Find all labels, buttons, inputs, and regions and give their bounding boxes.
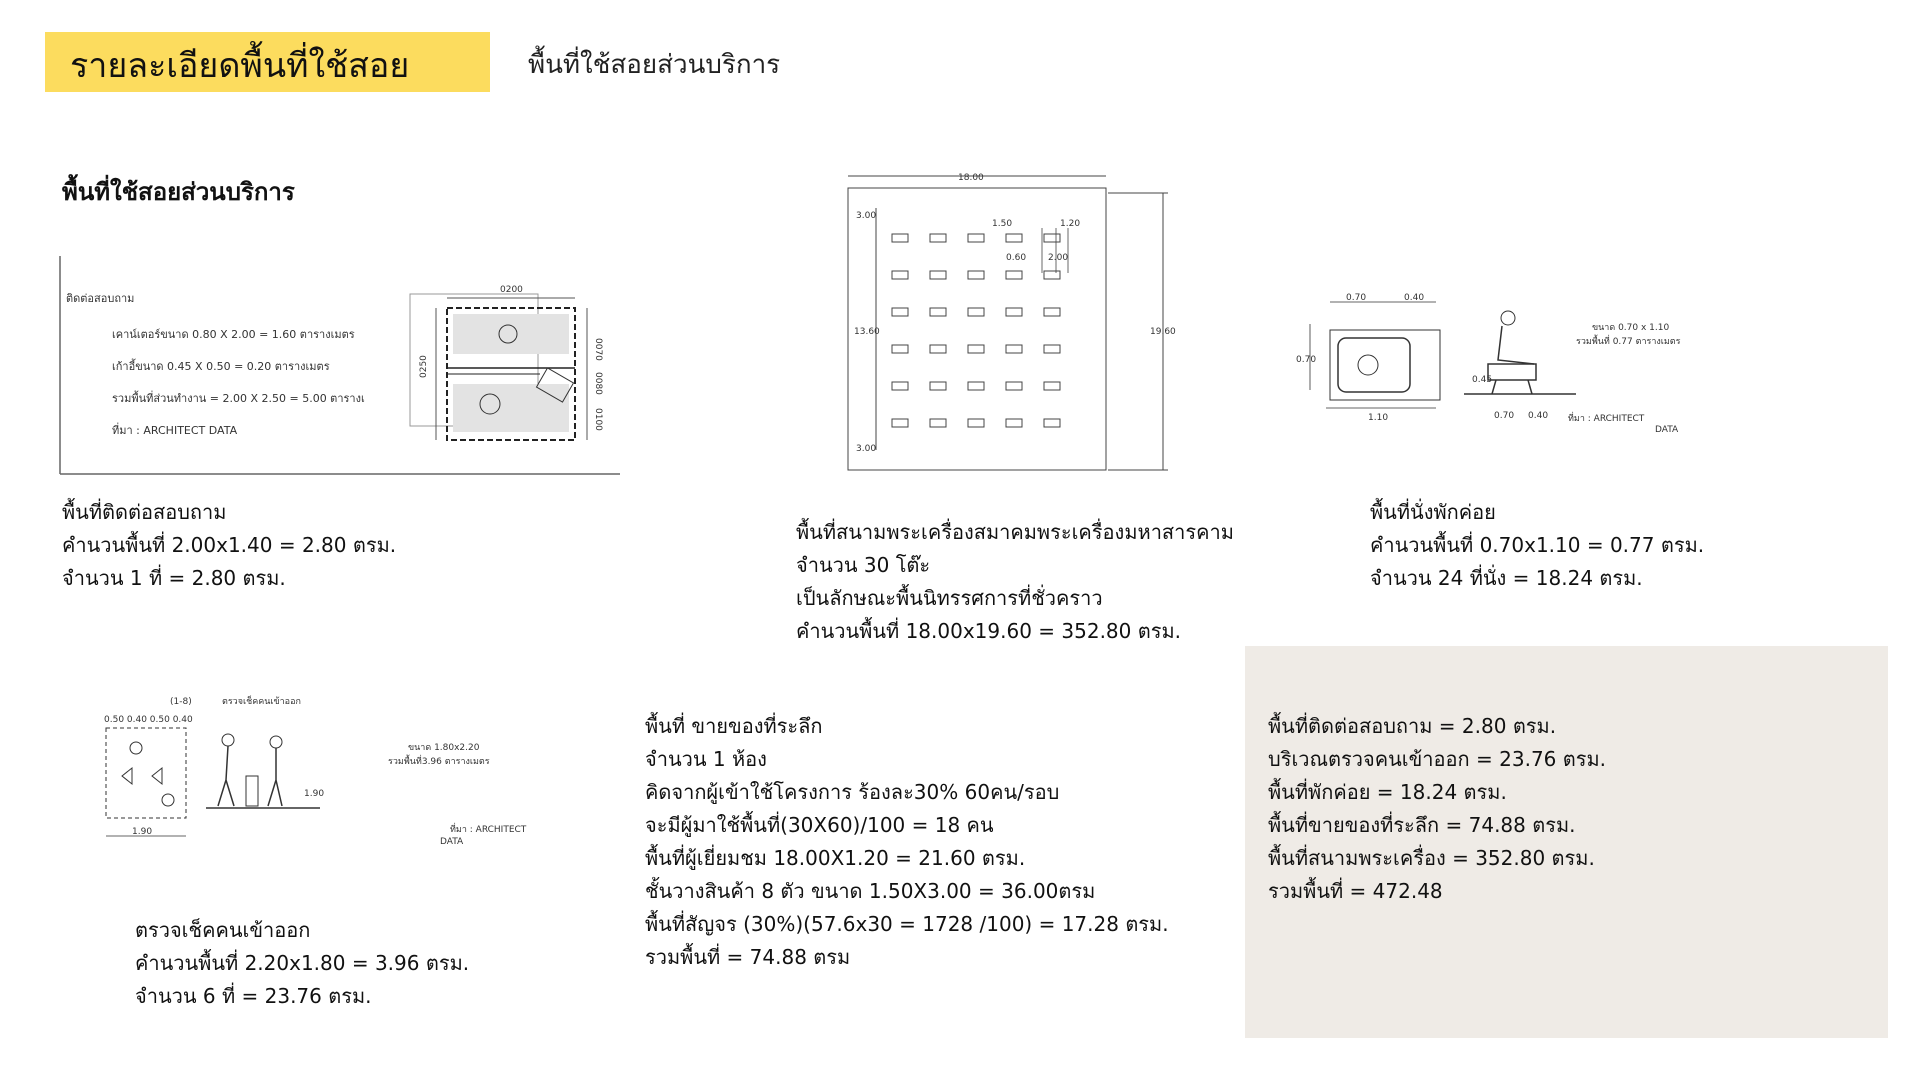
seat-dim-b1: 0.70 [1494,411,1515,421]
summary-line: พื้นที่พักค่อย = 18.24 ตรม. [1268,780,1507,804]
exhibit-table [968,271,984,279]
exhibit-table [930,382,946,390]
exhibit-table [968,345,984,353]
souvenir-block [645,710,1169,974]
info-dim-r3: 0100 [593,408,603,431]
exhibit-table [968,419,984,427]
hall-dim-top: 3.00 [856,211,877,221]
souvenir-line: จำนวน 1 ห้อง [645,747,767,771]
info-block [62,496,396,595]
rest-count: จำนวน 24 ที่นั่ง = 18.24 ตรม. [1370,566,1643,590]
summary-line: พื้นที่ขายของที่ระลึก = 74.88 ตรม. [1268,813,1576,837]
check-title: ตรวจเช็คคนเข้าออก [135,918,311,942]
exhibit-table [968,308,984,316]
amulet-block [796,516,1234,648]
page-title: รายละเอียดพื้นที่ใช้สอย [70,46,410,86]
hall-dim-left: 13.60 [854,327,880,337]
info-counter-figure [60,256,622,476]
check-dim-top: 0.50 0.40 0.50 0.40 [104,715,193,725]
rest-calc: คำนวนพื้นที่ 0.70x1.10 = 0.77 ตรม. [1370,533,1705,557]
exhibit-table [1006,308,1022,316]
exhibit-table [892,271,908,279]
exhibit-table [930,234,946,242]
hall-dim-d4: 2.00 [1048,253,1069,263]
seat-dim-left: 0.70 [1296,355,1317,365]
hall-dim-d3: 0.60 [1006,253,1027,263]
exhibit-table [968,382,984,390]
info-figure-heading: ติดต่อสอบถาม [66,292,135,305]
hall-dim-d1: 1.50 [992,219,1013,229]
exhibit-table [892,382,908,390]
exhibit-table [1044,271,1060,279]
exhibit-table [892,234,908,242]
exhibit-table [1006,271,1022,279]
seat-dim-h: 0.45 [1472,375,1493,385]
exhibit-table [892,308,908,316]
info-calc: คำนวนพื้นที่ 2.00x1.40 = 2.80 ตรม. [62,533,397,557]
amulet-type: เป็นลักษณะพื้นนิทรรศการที่ชั่วคราว [796,586,1103,610]
seat-dim-b2: 0.40 [1528,411,1549,421]
check-block [135,914,469,1013]
summary-line: พื้นที่ติดต่อสอบถาม = 2.80 ตรม. [1268,714,1557,738]
exhibit-table [1044,234,1060,242]
exhibit-table [1044,419,1060,427]
souvenir-total: รวมพื้นที่ = 74.88 ตรม [645,945,851,969]
info-dim-r1: 0070 [593,338,603,361]
check-calc: คำนวนพื้นที่ 2.20x1.80 = 3.96 ตรม. [135,951,470,975]
section-heading: พื้นที่ใช้สอยส่วนบริการ [62,178,295,206]
exhibit-table [1044,308,1060,316]
check-source-label: ที่มา : ARCHITECT [450,825,527,835]
seat-size: ขนาด 0.70 x 1.10 [1592,323,1670,333]
souvenir-line: ชั้นวางสินค้า 8 ตัว ขนาด 1.50X3.00 = 36.00ตรม [645,879,1096,903]
souvenir-line: พื้นที่สัญจร (30%)(57.6x30 = 1728 /100) = 17.28 ตรม. [645,912,1169,936]
exhibit-table [1006,345,1022,353]
souvenir-line: คิดจากผู้เข้าใช้โครงการ ร้องละ30% 60คน/รอบ [645,780,1060,804]
info-dim-r2: 0080 [593,372,603,395]
amulet-calc: คำนวนพื้นที่ 18.00x19.60 = 352.80 ตรม. [796,619,1182,643]
hall-dim-right: 19.60 [1150,327,1176,337]
check-source-data: DATA [440,837,464,847]
info-count: จำนวน 1 ที่ = 2.80 ตรม. [62,566,286,590]
amulet-title: พื้นที่สนามพระเครื่องสมาคมพระเครื่องมหาสารคาม [796,520,1234,544]
hall-dim-bottom: 3.00 [856,444,877,454]
seat-dim-bottom: 1.10 [1368,413,1389,423]
exhibit-table [892,419,908,427]
seat-source-label: ที่มา : ARCHITECT [1568,414,1645,424]
seat-dim-top2: 0.40 [1404,293,1425,303]
info-figure-line1: เคาน์เตอร์ขนาด 0.80 X 2.00 = 1.60 ตารางเมตร [112,328,355,341]
check-dim-bottom: 1.90 [132,827,153,837]
summary-line: บริเวณตรวจคนเข้าออก = 23.76 ตรม. [1268,747,1607,771]
souvenir-line: พื้นที่ ขายของที่ระลึก [645,714,823,738]
exhibit-table [930,419,946,427]
exhibit-table [1044,382,1060,390]
check-total: รวมพื้นที่3.96 ตารางเมตร [388,757,490,767]
souvenir-line: พื้นที่ผู้เยี่ยมชม 18.00X1.20 = 21.60 ตรม. [645,846,1026,870]
check-dim-h: 1.90 [304,789,325,799]
check-count: จำนวน 6 ที่ = 23.76 ตรม. [135,984,372,1008]
page-subtitle: พื้นที่ใช้สอยส่วนบริการ [528,50,781,80]
check-label: ตรวจเช็คคนเข้าออก [222,697,301,707]
hall-tables [892,234,1060,427]
exhibit-table [1006,419,1022,427]
amulet-hall-figure [838,168,1178,478]
seat-dim-top1: 0.70 [1346,293,1367,303]
exhibit-table [968,234,984,242]
exhibit-table [1006,234,1022,242]
info-figure-source: ที่มา : ARCHITECT DATA [112,424,238,437]
summary-total: รวมพื้นที่ = 472.48 [1268,879,1443,903]
rest-title: พื้นที่นั่งพักค่อย [1370,500,1496,524]
summary-line: พื้นที่สนามพระเครื่อง = 352.80 ตรม. [1268,846,1595,870]
seat-total: รวมพื้นที่ 0.77 ตารางเมตร [1576,337,1681,347]
exhibit-table [930,345,946,353]
check-label-num: (1-8) [170,697,192,707]
check-size: ขนาด 1.80x2.20 [408,743,480,753]
souvenir-line: จะมีผู้มาใช้พื้นที่(30X60)/100 = 18 คน [645,813,994,837]
hall-dim-width: 18.00 [958,173,984,183]
info-figure-line3: รวมพื้นที่ส่วนทำงาน = 2.00 X 2.50 = 5.00 ตารางเ [112,392,365,405]
info-figure-line2: เก้าอี้ขนาด 0.45 X 0.50 = 0.20 ตารางเมตร [112,360,330,373]
hall-dim-d2: 1.20 [1060,219,1081,229]
exhibit-table [930,308,946,316]
summary-block [1268,710,1606,908]
info-dim-top: 0200 [500,285,523,295]
info-dim-left: 0250 [419,355,429,378]
exhibit-table [930,271,946,279]
exhibit-table [1006,382,1022,390]
amulet-count: จำนวน 30 โต๊ะ [796,553,931,577]
info-title: พื้นที่ติดต่อสอบถาม [62,500,227,524]
seat-source-data: DATA [1655,425,1679,435]
rest-block [1370,496,1704,595]
exhibit-table [892,345,908,353]
exhibit-table [1044,345,1060,353]
checkpoint-figure [100,688,560,858]
